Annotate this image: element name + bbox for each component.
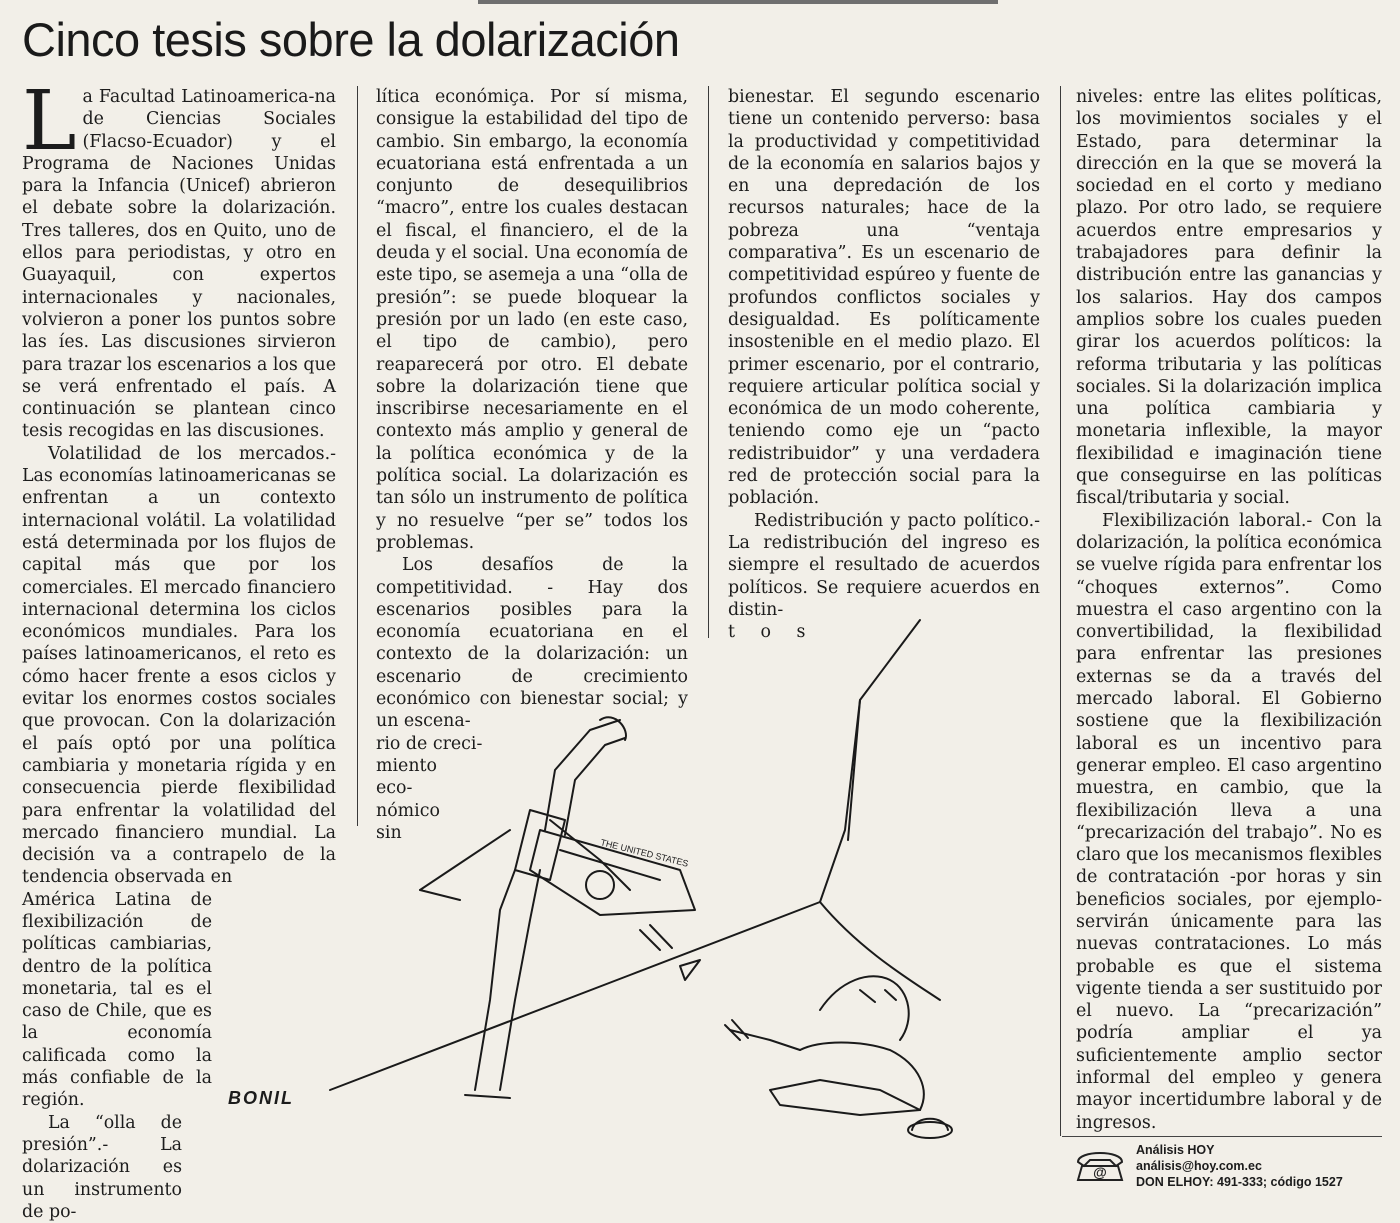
column-rule-3 xyxy=(1060,86,1061,1136)
paragraph-competitividad-b: rio de creci- xyxy=(376,733,483,754)
banknote-text: THE UNITED STATES xyxy=(599,837,690,869)
dropcap: L xyxy=(22,74,77,169)
man-raised-leg xyxy=(545,720,620,830)
paragraph-volatilidad-cont: América Latina de flexibilización de políticas cambiarias, dentro de la política monetaria, tal es el caso de Chile, que es la economía calificada como la más confiable de la región. xyxy=(22,889,212,1111)
paragraph-bienestar: bienestar. El segundo escenario tiene un contenido perverso: basa la productividad y competitividad de la economía en salarios bajos y en una depredación de los recursos naturales; hace de la pobreza una “ventaja comparativa”. Es un escenario de competitividad espúreo y fuente de profundos conflictos sociales y desigualdad. Es políticamente insostenible en el medio plazo. El primer escenario, por el contrario, requiere articular política social y económica de un modo coherente, teniendo como eje un “pacto redistribuidor” y una verdadera red de protección social para la población. xyxy=(728,87,1040,509)
paragraph-competitividad-c: miento eco- xyxy=(376,755,438,799)
beggar-body xyxy=(800,1043,924,1111)
column-rule-2 xyxy=(708,86,709,638)
cartoon-illustration xyxy=(300,570,1060,1170)
man-left-leg xyxy=(475,870,515,1090)
intro-text: a Facultad Latinoamerica-na de Ciencias Sociales (Flacso-Ecuador) y el Programa de Naciones Unidas para la Infancia (Unicef) abrieron el debate sobre la dolarización. Tres talleres, dos en Quito, uno de ellos para periodistas, y otro en Guayaquil, con expertos internacionales y nacionales, volvieron a poner los puntos sobre las íes. Las discusiones sirvieron para trazar los escenarios a los que se verá enfrentado el país. A continuación se plantean cinco tesis recogidas en las discusiones. xyxy=(22,87,336,442)
paragraph-flexibilizacion: Flexibilización laboral.- Con la dolarización, la política económica se vuelve rígida para enfrentar los “choques externos”. Como muestra el caso argentino con la convertibilidad, la flexibilidad para enfrentar las presiones externas se da a través del mercado laboral. El Gobierno sostiene que la flexibilización laboral es un incentivo para generar empleo. El caso argentino muestra, en cambio, que la flexibilización lleva a una “precarización del trabajo”. No es claro que los mecanismos flexibles de contratación -por horas y sin beneficios sociales, por ejemplo- servirán únicamente para las nuevas contrataciones. Lo más probable es que el sistema vigente tienda a ser sustituido por el nuevo. La “precarización” podría ampliar el ya suficientemente amplio sector informal del empleo y genera mayor incertidumbre laboral y de ingresos. xyxy=(1076,510,1382,1133)
headline: Cinco tesis sobre la dolarización xyxy=(22,13,680,66)
svg-text:@: @ xyxy=(1093,1164,1107,1180)
contact-phone: DON ELHOY: 491-333; código 1527 xyxy=(1136,1175,1343,1189)
paragraph-redistribucion-b: t o s xyxy=(728,622,816,643)
contact-block xyxy=(1136,1142,1343,1190)
paragraph-niveles: niveles: entre las elites políticas, los movimientos sociales y el Estado, para determinar la dirección en la que se moverá la sociedad en el corto y mediano plazo. Por otro lado, se requiere acuerdos entre empresarios y trabajadores para definir la distribución entre las ganancias y los salarios. Hay dos campos amplios sobre los cuales pueden girar los acuerdos políticos: la reforma tributaria y las políticas sociales. Si la dolarización implica una política cambiaria y monetaria inflexible, la mayor flexibilidad e imaginación tiene que conseguirse en las políticas fiscal/tributaria y social. xyxy=(1076,87,1382,509)
paragraph-olla-cont: lítica económiça. Por sí misma, consigue la estabilidad del tipo de cambio. Sin embargo, la economía ecuatoriana está enfrentada a un conjunto de desequilibrios “macro”, entre los cuales destacan el fiscal, el financiero, el de la deuda y el social. Una economía de este tipo, se asemeja a una “olla de presión”: se puede bloquear la presión por un lado (en este caso, el tipo de cambio), pero reaparecerá por otro. El debate sobre la dolarización tiene que inscribirse necesariamente en el contexto más amplio y general de la política económica y de la política social. La dolarización es tan sólo un instrumento de política y no resuelve “per se” todos los problemas. xyxy=(376,87,688,553)
cartoonist-signature: BONIL xyxy=(228,1088,294,1108)
telephone-at-icon xyxy=(1072,1142,1128,1184)
paragraph-competitividad: Los desafíos de la competitividad. - Hay dos escenarios posibles para la economía ecuatoriana en el contexto de la dolarización: un escenario de crecimiento económico con bienestar social; y un escena- xyxy=(376,555,688,732)
paragraph-competitividad-e: sin xyxy=(376,822,402,843)
contact-email[interactable]: análisis@hoy.com.ec xyxy=(1136,1159,1262,1173)
beggar-head xyxy=(820,976,909,1040)
column-1 xyxy=(22,74,336,1223)
paragraph-intro xyxy=(22,74,336,443)
ground-line xyxy=(330,902,820,1090)
paragraph-competitividad-d: nómico xyxy=(376,800,440,821)
contact-section: Análisis HOY xyxy=(1136,1143,1215,1157)
paragraph-redistribucion: Redistribución y pacto político.- La redistribución del ingreso es siempre el resultado de acuerdos políticos. Se requiere acuerdos en distin- xyxy=(728,510,1040,620)
wall-line xyxy=(820,620,920,902)
top-rule xyxy=(478,0,998,4)
footer-rule xyxy=(1062,1136,1382,1137)
column-3 xyxy=(728,86,1040,643)
paragraph-olla: La “olla de presión”.- La dolarización es un instrumento de po- xyxy=(22,1112,182,1222)
column-4 xyxy=(1076,86,1382,1134)
paragraph-volatilidad: Volatilidad de los mercados.- Las economías latinoamericanas se enfrentan a un contexto internacional volátil. La volatilidad está determinada por los flujos de capital más que por los comerciales. El mercado financiero internacional determina los ciclos económicos mundiales. Para los países latinoamericanos, el reto es cómo hacer frente a esos ciclos y evitar los enormes costos sociales que provocan. Con la dolarización el país optó por una política cambiaria y monetaria rígida y en consecuencia pierde flexibilidad para enfrentar la volatilidad del mercado financiero mundial. La decisión va a contrapelo de la tendencia observada en xyxy=(22,443,336,888)
